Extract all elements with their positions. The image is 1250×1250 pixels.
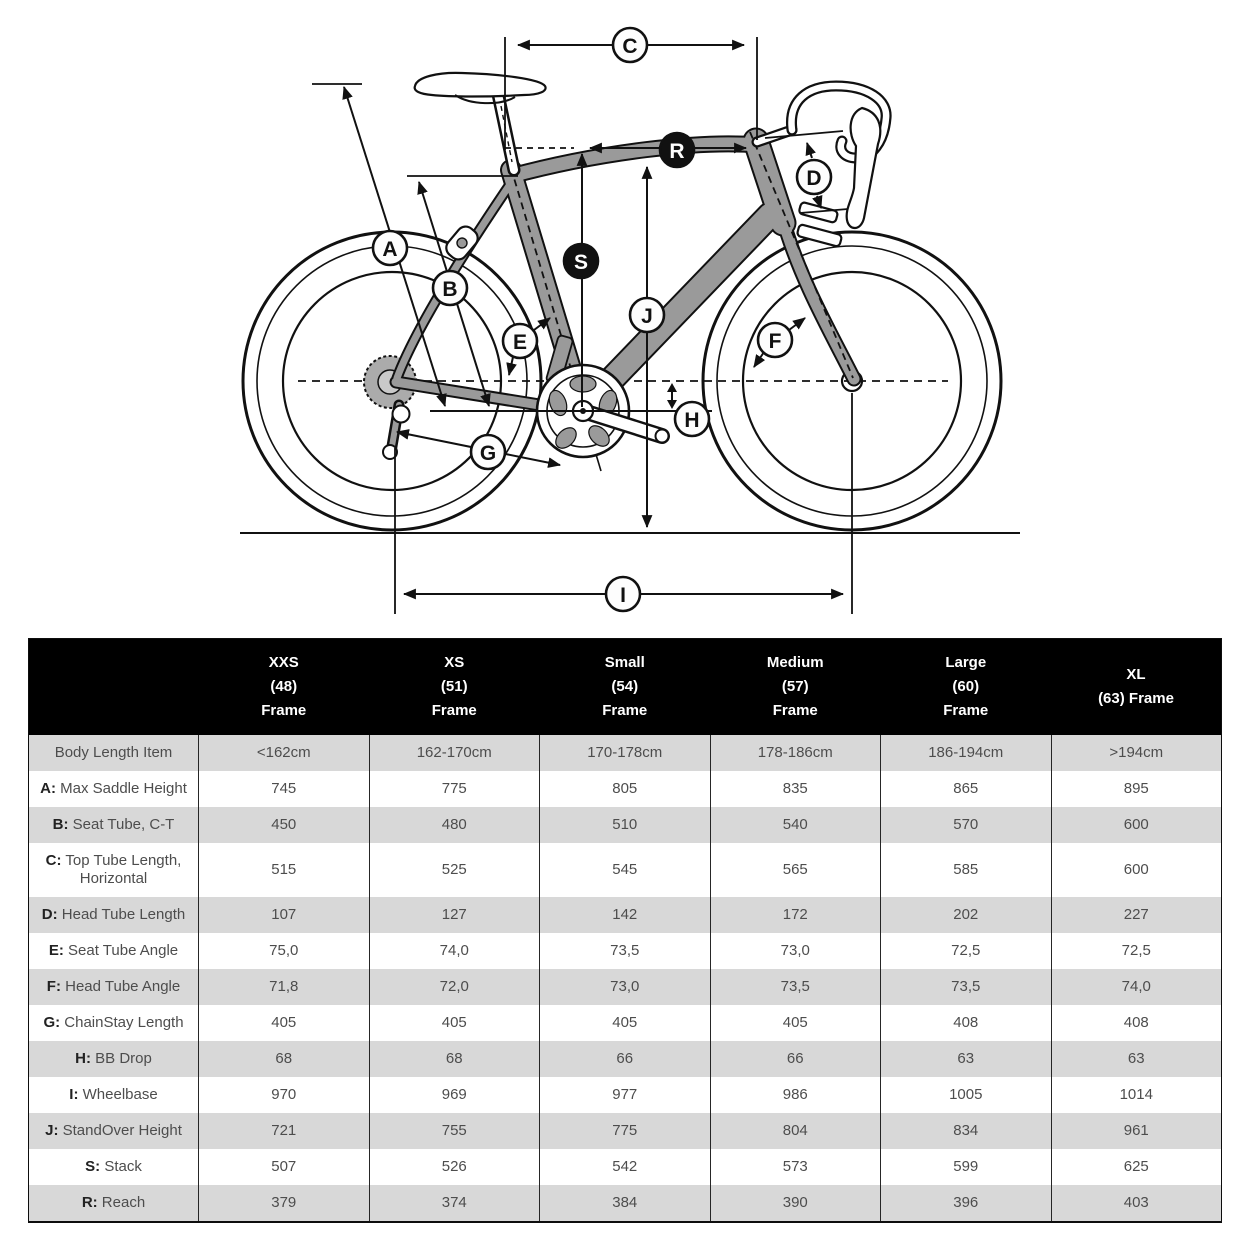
dimension-label-c: C	[622, 35, 638, 58]
value-cell: 510	[540, 807, 711, 843]
value-cell: 73,5	[540, 933, 711, 969]
dimension-label-b: B	[442, 278, 458, 301]
value-cell: 970	[199, 1077, 370, 1113]
row-label: C: Top Tube Length, Horizontal	[45, 851, 182, 887]
dimension-marker-r	[660, 133, 694, 167]
value-cell: 142	[540, 897, 711, 933]
value-cell: 186-194cm	[881, 735, 1052, 771]
row-label: J: StandOver Height	[45, 1121, 182, 1139]
dimension-marker-b	[433, 271, 467, 305]
row-label: Body Length Item	[54, 743, 173, 761]
table-row-7	[29, 1005, 1222, 1041]
value-cell: 865	[881, 771, 1052, 807]
column-header-3: Medium (57) Frame	[710, 639, 881, 735]
value-cell: 73,0	[710, 933, 881, 969]
row-label: H: BB Drop	[75, 1049, 152, 1067]
dimension-label-r: R	[669, 140, 685, 163]
value-cell: 390	[710, 1185, 881, 1222]
row-label: B: Seat Tube, C-T	[52, 815, 175, 833]
value-cell: 775	[540, 1113, 711, 1149]
value-cell: 408	[881, 1005, 1052, 1041]
cassette-derailleur	[364, 356, 416, 459]
value-cell: 540	[710, 807, 881, 843]
value-cell: 63	[881, 1041, 1052, 1077]
column-header-0: XXS (48) Frame	[199, 639, 370, 735]
table-row-5	[29, 933, 1222, 969]
value-cell: 127	[369, 897, 540, 933]
value-cell: 107	[199, 897, 370, 933]
row-label: R: Reach	[81, 1193, 146, 1211]
dimension-label-j: J	[641, 305, 653, 328]
value-cell: 72,5	[1051, 933, 1222, 969]
value-cell: 526	[369, 1149, 540, 1185]
value-cell: 977	[540, 1077, 711, 1113]
dimension-label-h: H	[684, 409, 700, 432]
value-cell: 396	[881, 1185, 1052, 1222]
value-cell: 573	[710, 1149, 881, 1185]
value-cell: 969	[369, 1077, 540, 1113]
table-row-4	[29, 897, 1222, 933]
value-cell: 961	[1051, 1113, 1222, 1149]
column-header-5: XL (63) Frame	[1051, 639, 1222, 735]
value-cell: 408	[1051, 1005, 1222, 1041]
value-cell: 625	[1051, 1149, 1222, 1185]
column-header-2: Small (54) Frame	[540, 639, 711, 735]
value-cell: 1005	[881, 1077, 1052, 1113]
value-cell: 545	[540, 843, 711, 897]
table-row-6	[29, 969, 1222, 1005]
value-cell: 74,0	[369, 933, 540, 969]
value-cell: <162cm	[199, 735, 370, 771]
value-cell: 775	[369, 771, 540, 807]
value-cell: 403	[1051, 1185, 1222, 1222]
saddle	[415, 73, 546, 103]
value-cell: 405	[710, 1005, 881, 1041]
dimension-marker-s	[564, 244, 598, 278]
value-cell: 405	[369, 1005, 540, 1041]
value-cell: 834	[881, 1113, 1052, 1149]
corner-cell	[29, 639, 199, 735]
value-cell: 384	[540, 1185, 711, 1222]
column-header-4: Large (60) Frame	[881, 639, 1052, 735]
value-cell: 73,5	[710, 969, 881, 1005]
value-cell: 525	[369, 843, 540, 897]
table-row-12	[29, 1185, 1222, 1222]
value-cell: 172	[710, 897, 881, 933]
value-cell: 71,8	[199, 969, 370, 1005]
dimension-marker-e	[503, 324, 537, 358]
row-label: G: ChainStay Length	[43, 1013, 184, 1031]
value-cell: 599	[881, 1149, 1052, 1185]
value-cell: 73,5	[881, 969, 1052, 1005]
geometry-table	[28, 638, 1222, 1223]
column-header-1: XS (51) Frame	[369, 639, 540, 735]
dimension-marker-c	[613, 28, 647, 62]
value-cell: 74,0	[1051, 969, 1222, 1005]
dimension-label-d: D	[806, 167, 822, 190]
value-cell: 895	[1051, 771, 1222, 807]
dimension-label-f: F	[768, 330, 782, 353]
row-label: A: Max Saddle Height	[40, 779, 187, 797]
value-cell: 507	[199, 1149, 370, 1185]
value-cell: 835	[710, 771, 881, 807]
value-cell: 570	[881, 807, 1052, 843]
table-row-2	[29, 807, 1222, 843]
value-cell: 600	[1051, 807, 1222, 843]
frame	[396, 141, 854, 412]
value-cell: 986	[710, 1077, 881, 1113]
row-label: E: Seat Tube Angle	[48, 941, 179, 959]
value-cell: 721	[199, 1113, 370, 1149]
value-cell: 72,5	[881, 933, 1052, 969]
dimension-label-a: A	[382, 238, 398, 261]
value-cell: >194cm	[1051, 735, 1222, 771]
table-row-1	[29, 771, 1222, 807]
value-cell: 405	[199, 1005, 370, 1041]
row-label: F: Head Tube Angle	[46, 977, 181, 995]
table-row-9	[29, 1077, 1222, 1113]
value-cell: 804	[710, 1113, 881, 1149]
value-cell: 63	[1051, 1041, 1222, 1077]
value-cell: 1014	[1051, 1077, 1222, 1113]
value-cell: 73,0	[540, 969, 711, 1005]
row-label: S: Stack	[85, 1157, 142, 1175]
dimension-label-i: I	[620, 584, 626, 607]
table-row-3	[29, 843, 1222, 897]
dimension-marker-j	[630, 298, 664, 332]
value-cell: 805	[540, 771, 711, 807]
value-cell: 66	[710, 1041, 881, 1077]
table-row-10	[29, 1113, 1222, 1149]
value-cell: 755	[369, 1113, 540, 1149]
value-cell: 565	[710, 843, 881, 897]
value-cell: 72,0	[369, 969, 540, 1005]
value-cell: 585	[881, 843, 1052, 897]
row-label: D: Head Tube Length	[41, 905, 186, 923]
value-cell: 515	[199, 843, 370, 897]
brake-lever	[847, 108, 881, 228]
value-cell: 405	[540, 1005, 711, 1041]
dimension-marker-i	[606, 577, 640, 611]
value-cell: 68	[199, 1041, 370, 1077]
value-cell: 374	[369, 1185, 540, 1222]
value-cell: 379	[199, 1185, 370, 1222]
dimension-label-g: G	[479, 442, 497, 465]
value-cell: 202	[881, 897, 1052, 933]
dimension-label-s: S	[573, 251, 589, 274]
dimension-marker-d	[797, 160, 831, 194]
dimension-marker-g	[471, 435, 505, 469]
value-cell: 66	[540, 1041, 711, 1077]
dimension-label-e: E	[512, 331, 528, 354]
value-cell: 542	[540, 1149, 711, 1185]
dimension-marker-a	[373, 231, 407, 265]
geometry-table-section	[0, 634, 1250, 1223]
value-cell: 178-186cm	[710, 735, 881, 771]
table-row-11	[29, 1149, 1222, 1185]
value-cell: 227	[1051, 897, 1222, 933]
table-row-0	[29, 735, 1222, 771]
value-cell: 75,0	[199, 933, 370, 969]
value-cell: 480	[369, 807, 540, 843]
dimension-marker-h	[675, 402, 709, 436]
value-cell: 162-170cm	[369, 735, 540, 771]
value-cell: 68	[369, 1041, 540, 1077]
value-cell: 745	[199, 771, 370, 807]
value-cell: 450	[199, 807, 370, 843]
dimension-marker-f	[758, 323, 792, 357]
value-cell: 170-178cm	[540, 735, 711, 771]
value-cell: 600	[1051, 843, 1222, 897]
table-row-8	[29, 1041, 1222, 1077]
row-label: I: Wheelbase	[69, 1085, 158, 1103]
seatpost	[498, 94, 514, 170]
header-row	[29, 639, 1222, 735]
